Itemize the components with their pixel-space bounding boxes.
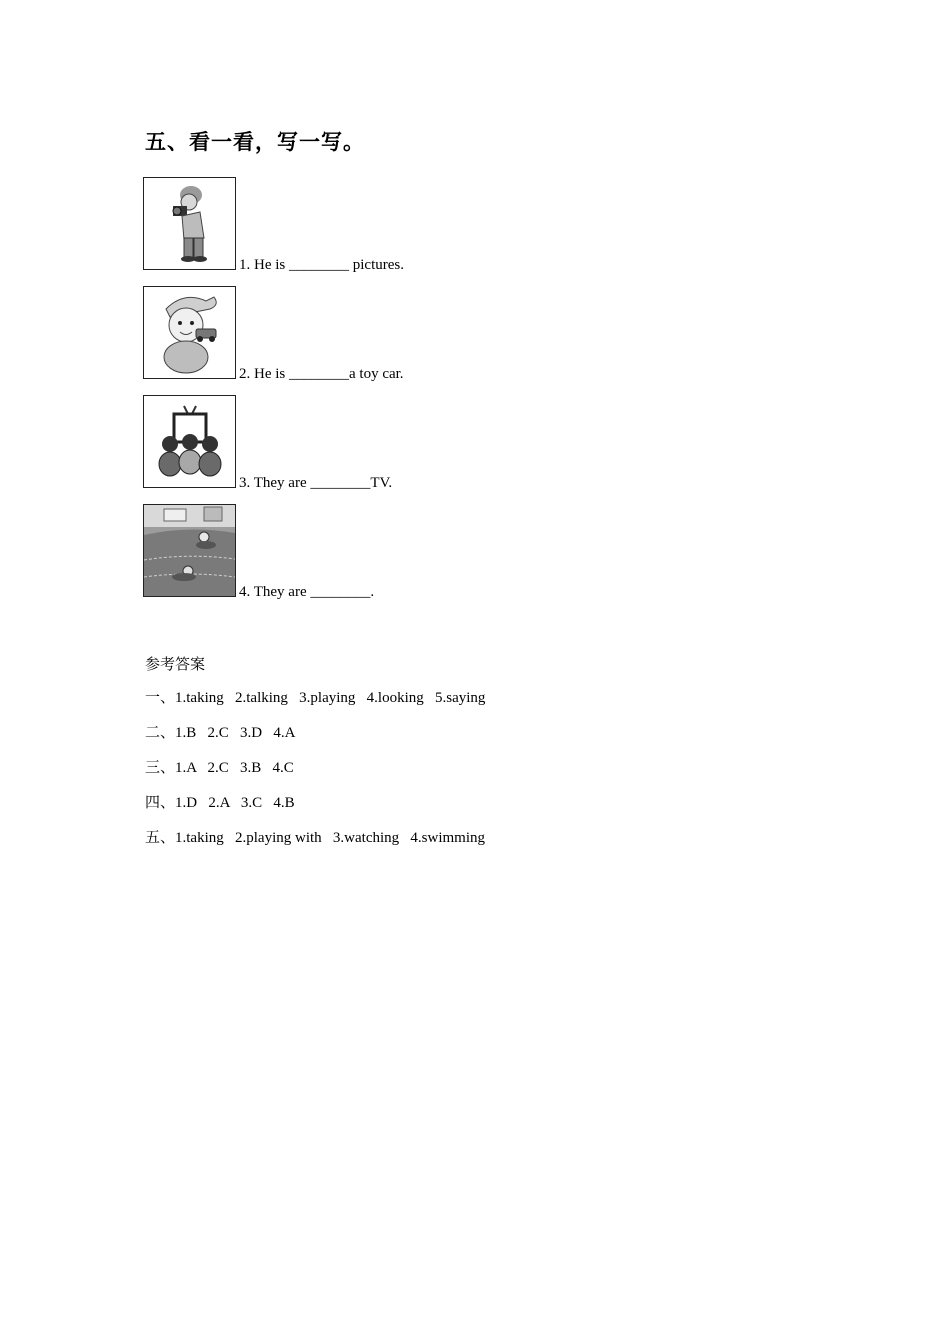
- question-item-4: [143, 504, 643, 600]
- question-text: 2. He is ________a toy car.: [239, 366, 404, 382]
- answer-row-lead: 二、: [145, 723, 176, 741]
- boy-playing-with-toy-car-image: [143, 286, 236, 379]
- question-text: 3. They are ________TV.: [239, 475, 393, 491]
- answer-row-lead: 四、: [145, 793, 176, 811]
- answer-row-text: 1.taking 2.talking 3.playing 4.looking 5.saying: [175, 690, 486, 706]
- answer-row-lead: 三、: [145, 758, 176, 776]
- answer-row-text: 1.D 2.A 3.C 4.B: [175, 795, 295, 811]
- answer-row-1: [145, 687, 485, 722]
- answer-key-title: 参考答案: [145, 655, 206, 673]
- answer-row-2: [145, 722, 485, 757]
- answer-row-3: [145, 757, 485, 792]
- boy-taking-pictures-image: [143, 177, 236, 270]
- question-text: 4. They are ________.: [239, 584, 375, 600]
- answer-row-5: [145, 827, 485, 862]
- answer-row-text: 1.A 2.C 3.B 4.C: [175, 760, 294, 776]
- section-heading: 五、看一看，写一写。: [145, 130, 365, 154]
- question-item-2: [143, 286, 643, 382]
- answer-row-lead: 五、: [145, 828, 176, 846]
- answer-row-text: 1.B 2.C 3.D 4.A: [175, 725, 296, 741]
- answer-key: [145, 653, 485, 862]
- answer-row-text: 1.taking 2.playing with 3.watching 4.swimming: [175, 830, 485, 846]
- people-swimming-image: [143, 504, 236, 597]
- children-watching-tv-image: [143, 395, 236, 488]
- answer-row-4: [145, 792, 485, 827]
- answer-row-lead: 一、: [145, 688, 176, 706]
- question-text: 1. He is ________ pictures.: [239, 257, 404, 273]
- question-item-3: [143, 395, 643, 491]
- question-item-1: [143, 177, 643, 273]
